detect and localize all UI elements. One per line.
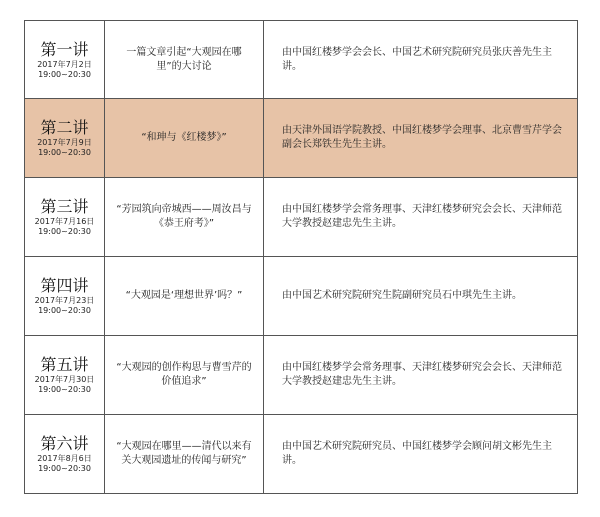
lecture-title: 第四讲 xyxy=(40,276,89,295)
topic-cell: “和珅与《红楼梦》” xyxy=(105,99,264,178)
lecture-time: 19:00~20:30 xyxy=(38,306,91,315)
topic-cell: “大观园在哪里——清代以来有关大观园遗址的传闻与研究” xyxy=(105,415,264,494)
lecture-title: 第二讲 xyxy=(40,118,89,137)
topic-cell: “大观园的创作构思与曹雪芹的价值追求” xyxy=(105,336,264,415)
speaker-cell: 由中国红楼梦学会常务理事、天津红楼梦研究会会长、天津师范大学教授赵建忠先生主讲。 xyxy=(264,336,578,415)
lecture-title: 第三讲 xyxy=(40,197,89,216)
lecture-cell xyxy=(25,99,105,178)
lecture-date: 2017年7月2日 xyxy=(37,59,92,69)
speaker-cell: 由天津外国语学院教授、中国红楼梦学会理事、北京曹雪芹学会副会长郑铁生先生主讲。 xyxy=(264,99,578,178)
table-row xyxy=(25,415,578,494)
lecture-date: 2017年7月16日 xyxy=(34,217,95,226)
table-row-highlighted xyxy=(25,99,578,178)
lecture-time: 19:00~20:30 xyxy=(38,148,91,157)
topic-cell: “芳园筑向帝城西——周汝昌与《恭王府考》” xyxy=(105,178,264,257)
lecture-cell xyxy=(25,257,105,336)
speaker-cell: 由中国红楼梦学会会长、中国艺术研究院研究员张庆善先生主讲。 xyxy=(264,21,578,99)
lecture-cell xyxy=(25,336,105,415)
speaker-cell: 由中国红楼梦学会常务理事、天津红楼梦研究会会长、天津师范大学教授赵建忠先生主讲。 xyxy=(264,178,578,257)
lecture-title: 第一讲 xyxy=(40,39,89,59)
lecture-date: 2017年7月30日 xyxy=(34,375,95,384)
lecture-time: 19:00~20:30 xyxy=(38,464,91,473)
lecture-time: 19:00~20:30 xyxy=(38,69,91,79)
lecture-cell xyxy=(25,21,105,99)
lecture-title: 第五讲 xyxy=(40,355,89,374)
speaker-cell: 由中国艺术研究院研究员、中国红楼梦学会顾问胡文彬先生主讲。 xyxy=(264,415,578,494)
speaker-cell: 由中国艺术研究院研究生院副研究员石中琪先生主讲。 xyxy=(264,257,578,336)
lecture-time: 19:00~20:30 xyxy=(38,385,91,394)
table-row xyxy=(25,21,578,99)
lecture-date: 2017年7月23日 xyxy=(34,296,95,305)
topic-cell: 一篇文章引起“大观园在哪里”的大讨论 xyxy=(105,21,264,99)
lecture-date: 2017年8月6日 xyxy=(37,454,92,463)
lecture-date: 2017年7月9日 xyxy=(37,138,92,147)
table-row xyxy=(25,336,578,415)
lecture-cell xyxy=(25,178,105,257)
lecture-cell xyxy=(25,415,105,494)
table-row xyxy=(25,178,578,257)
table-row xyxy=(25,257,578,336)
topic-cell: “大观园是‘理想世界’吗？” xyxy=(105,257,264,336)
lecture-schedule-table xyxy=(24,20,578,494)
lecture-time: 19:00~20:30 xyxy=(38,227,91,236)
lecture-title: 第六讲 xyxy=(40,434,89,453)
